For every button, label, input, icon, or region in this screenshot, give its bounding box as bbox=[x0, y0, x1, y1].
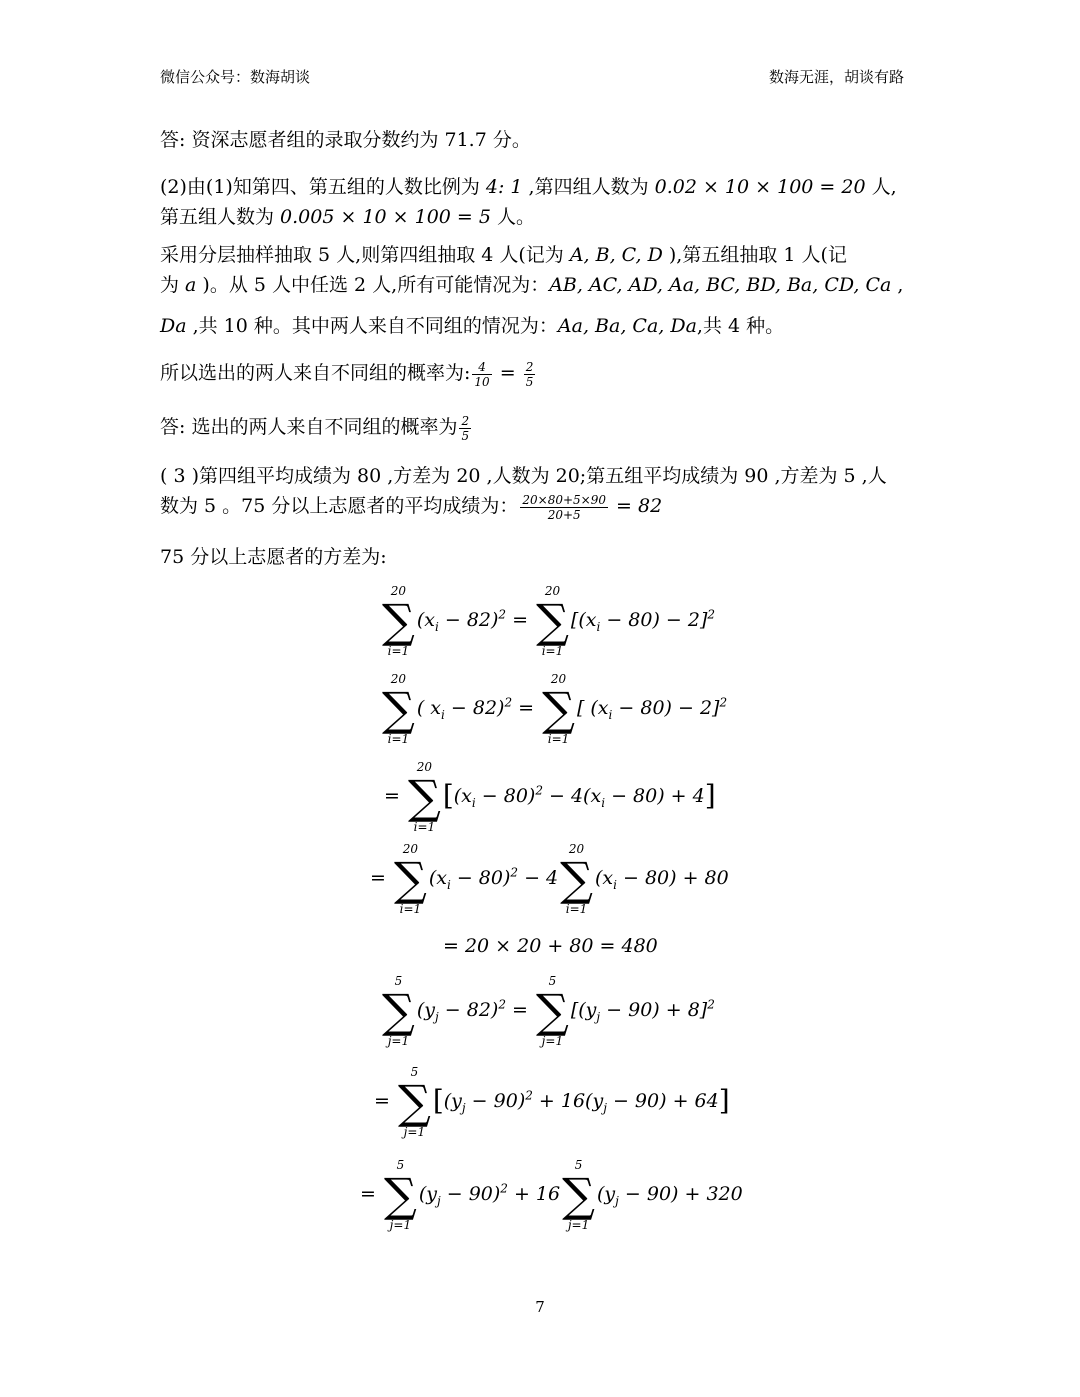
term: (y bbox=[596, 1183, 616, 1205]
pair-list: AB, AC, AD, Aa, BC, BD, Ba, CD, Ca bbox=[549, 274, 892, 296]
answer-1 bbox=[160, 125, 940, 155]
sup: 2 bbox=[535, 783, 543, 798]
term: − 80) + 4 bbox=[605, 785, 705, 807]
sigma: ∑ bbox=[536, 594, 569, 648]
equals: = bbox=[384, 785, 406, 807]
text: 人, bbox=[865, 176, 897, 198]
denominator: 5 bbox=[461, 428, 470, 443]
equation-1 bbox=[380, 584, 715, 658]
summation bbox=[562, 1158, 595, 1232]
sub: j bbox=[435, 1009, 439, 1024]
lower-limit: j=1 bbox=[403, 1125, 426, 1139]
equation-6 bbox=[380, 974, 715, 1048]
denominator: 10 bbox=[474, 374, 490, 389]
equation-8 bbox=[360, 1158, 743, 1232]
calc-group4: 0.02 × 10 × 100 = 20 bbox=[654, 176, 866, 198]
sub: i bbox=[601, 795, 606, 810]
sub: i bbox=[471, 795, 476, 810]
text: ),第五组抽取 1 人(记 bbox=[662, 244, 847, 266]
text: (2)由(1)知第四、第五组的人数比例为 bbox=[160, 176, 486, 198]
summation bbox=[542, 672, 575, 746]
upper-limit: 5 bbox=[410, 1065, 419, 1079]
summation bbox=[382, 584, 415, 658]
summation bbox=[382, 672, 415, 746]
term: − 82) bbox=[438, 999, 499, 1021]
equals: = bbox=[374, 1090, 396, 1112]
term: (x bbox=[416, 609, 435, 631]
numerator: 2 bbox=[525, 359, 534, 374]
term: [(x bbox=[570, 609, 597, 631]
upper-limit: 20 bbox=[390, 584, 407, 598]
answer-2 bbox=[160, 412, 940, 443]
term: − 90) + 64 bbox=[606, 1090, 719, 1112]
term: − 90) bbox=[440, 1183, 501, 1205]
upper-limit: 20 bbox=[416, 760, 433, 774]
summation bbox=[382, 974, 415, 1048]
sigma: ∑ bbox=[535, 984, 569, 1038]
summation bbox=[536, 974, 569, 1048]
part-2-paragraph bbox=[160, 172, 940, 232]
answer-1-text: 答: 资深志愿者组的录取分数约为 71.7 分。 bbox=[160, 129, 531, 151]
numerator: 4 bbox=[472, 360, 491, 375]
sigma: ∑ bbox=[542, 682, 575, 736]
sup: 2 bbox=[719, 695, 728, 710]
term: − 80) + 80 bbox=[616, 867, 729, 889]
text: , bbox=[891, 274, 904, 296]
lower-limit: i=1 bbox=[547, 732, 570, 746]
fraction-2-5 bbox=[524, 360, 536, 389]
bracket-close: ] bbox=[718, 1084, 730, 1117]
sub: j bbox=[436, 1193, 441, 1208]
sigma: ∑ bbox=[382, 594, 415, 648]
term: − 82) bbox=[444, 697, 505, 719]
lower-limit: j=1 bbox=[567, 1218, 590, 1232]
term: − 80) bbox=[475, 785, 536, 807]
upper-limit: 20 bbox=[390, 672, 407, 686]
equation-2 bbox=[380, 672, 727, 746]
sigma: ∑ bbox=[562, 1168, 595, 1222]
lower-limit: i=1 bbox=[399, 902, 422, 916]
term: [(y bbox=[570, 999, 597, 1021]
equation-5 bbox=[443, 935, 658, 957]
sigma: ∑ bbox=[382, 682, 415, 736]
term: − 80) bbox=[450, 867, 511, 889]
variance-intro bbox=[160, 542, 940, 572]
sigma: ∑ bbox=[393, 852, 427, 906]
text: 采用分层抽样抽取 5 人,则第四组抽取 4 人(记为 bbox=[160, 244, 570, 266]
term: − 4 bbox=[518, 867, 559, 889]
sub: i bbox=[441, 707, 445, 722]
sup: 2 bbox=[504, 695, 513, 710]
term: (x bbox=[594, 867, 614, 889]
sub: j bbox=[615, 1193, 619, 1208]
lower-limit: i=1 bbox=[413, 820, 436, 834]
denominator: 5 bbox=[525, 374, 534, 389]
text: 人。 bbox=[490, 206, 536, 228]
fraction-4-10 bbox=[472, 360, 491, 389]
text: 第五组人数为 bbox=[160, 206, 281, 228]
fraction-2-5 bbox=[459, 414, 471, 443]
part-3-paragraph bbox=[160, 461, 940, 522]
set-abcd: A, B, C, D bbox=[569, 244, 663, 266]
term: (x bbox=[453, 785, 472, 807]
sub: j bbox=[596, 1009, 601, 1024]
term: + 16(y bbox=[532, 1090, 604, 1112]
page-number: 7 bbox=[535, 1298, 545, 1316]
equation-3 bbox=[384, 760, 716, 834]
upper-limit: 5 bbox=[574, 1158, 583, 1172]
diff-group-list: Aa, Ba, Ca, Da bbox=[557, 315, 697, 337]
term: − 90) + 320 bbox=[618, 1183, 743, 1205]
ratio: 4: 1 bbox=[485, 176, 523, 198]
term: − 80) − 2] bbox=[612, 697, 720, 719]
summation bbox=[560, 842, 593, 916]
sigma: ∑ bbox=[382, 984, 415, 1038]
term: (y bbox=[443, 1090, 462, 1112]
lower-limit: j=1 bbox=[387, 1034, 410, 1048]
text: ,共 4 种。 bbox=[696, 315, 785, 337]
term: ( x bbox=[416, 697, 442, 719]
text: ,共 10 种。其中两人来自不同组的情况为： bbox=[186, 315, 558, 337]
sup: 2 bbox=[707, 997, 715, 1012]
lower-limit: i=1 bbox=[387, 732, 410, 746]
text: )。从 5 人中任选 2 人,所有可能情况为： bbox=[196, 274, 550, 296]
text: ( 3 )第四组平均成绩为 80 ,方差为 20 ,人数为 20;第五组平均成绩为 90 ,方差为 5 ,人 bbox=[160, 465, 887, 487]
term: + 16 bbox=[507, 1183, 561, 1205]
text: 所以选出的两人来自不同组的概率为: bbox=[160, 362, 471, 384]
sub: i bbox=[613, 877, 617, 892]
summation bbox=[408, 760, 441, 834]
sigma: ∑ bbox=[407, 770, 441, 824]
sup: 2 bbox=[500, 1181, 508, 1196]
term: − 82) bbox=[438, 609, 499, 631]
term: − 90) + 8] bbox=[600, 999, 708, 1021]
sub: i bbox=[434, 619, 439, 634]
term: − 90) bbox=[465, 1090, 526, 1112]
text: 数为 5 。75 分以上志愿者的平均成绩为： bbox=[160, 495, 519, 517]
count-paragraph bbox=[160, 311, 940, 341]
sub: j bbox=[603, 1100, 607, 1115]
upper-limit: 5 bbox=[396, 1158, 405, 1172]
lower-limit: i=1 bbox=[541, 644, 564, 658]
lower-limit: j=1 bbox=[541, 1034, 564, 1048]
mean-fraction bbox=[520, 493, 608, 522]
sub: j bbox=[461, 1100, 466, 1115]
mean-result: = 82 bbox=[610, 495, 663, 517]
term: (y bbox=[416, 999, 435, 1021]
denominator: 20+5 bbox=[547, 507, 581, 522]
numerator: 2 bbox=[461, 413, 470, 428]
header-right: 数海无涯，胡谈有路 bbox=[768, 68, 904, 86]
sup: 2 bbox=[525, 1088, 533, 1103]
upper-limit: 5 bbox=[548, 974, 557, 988]
equals: = bbox=[505, 999, 534, 1021]
bracket-open: [ bbox=[432, 1084, 444, 1117]
sub: i bbox=[596, 619, 601, 634]
probability-paragraph bbox=[160, 358, 940, 389]
summation bbox=[536, 584, 569, 658]
var-da: Da bbox=[160, 315, 187, 337]
text: 答: 选出的两人来自不同组的概率为 bbox=[160, 416, 458, 438]
sup: 2 bbox=[707, 607, 716, 622]
equals: = bbox=[512, 697, 541, 719]
summation bbox=[394, 842, 427, 916]
term: [ (x bbox=[576, 697, 609, 719]
sup: 2 bbox=[498, 607, 507, 622]
equals: = bbox=[506, 609, 535, 631]
variance-intro-text: 75 分以上志愿者的方差为: bbox=[160, 546, 387, 568]
sigma: ∑ bbox=[383, 1168, 417, 1222]
equation-5-text: = 20 × 20 + 80 = 480 bbox=[443, 935, 658, 957]
term: (x bbox=[428, 867, 447, 889]
sup: 2 bbox=[510, 865, 519, 880]
summation bbox=[384, 1158, 417, 1232]
text: 为 bbox=[160, 274, 186, 296]
equals: = bbox=[493, 362, 522, 384]
var-a: a bbox=[185, 274, 197, 296]
bracket-open: [ bbox=[442, 779, 454, 812]
lower-limit: i=1 bbox=[565, 902, 588, 916]
sub: i bbox=[446, 877, 451, 892]
header-left: 微信公众号：数海胡谈 bbox=[160, 68, 311, 86]
equals: = bbox=[370, 867, 392, 889]
numerator: 20×80+5×90 bbox=[522, 492, 606, 507]
sigma: ∑ bbox=[397, 1075, 431, 1129]
bracket-close: ] bbox=[704, 779, 716, 812]
equation-7 bbox=[374, 1065, 730, 1139]
sub: i bbox=[608, 707, 613, 722]
term: − 4(x bbox=[542, 785, 602, 807]
lower-limit: j=1 bbox=[389, 1218, 412, 1232]
sampling-paragraph bbox=[160, 240, 940, 300]
calc-group5: 0.005 × 10 × 100 = 5 bbox=[280, 206, 491, 228]
text: ,第四组人数为 bbox=[522, 176, 655, 198]
upper-limit: 20 bbox=[544, 584, 561, 598]
sigma: ∑ bbox=[560, 852, 593, 906]
term: (y bbox=[418, 1183, 437, 1205]
equals: = bbox=[360, 1183, 382, 1205]
lower-limit: i=1 bbox=[387, 644, 410, 658]
term: − 80) − 2] bbox=[600, 609, 708, 631]
equation-4 bbox=[370, 842, 729, 916]
upper-limit: 5 bbox=[394, 974, 403, 988]
upper-limit: 20 bbox=[550, 672, 567, 686]
sup: 2 bbox=[498, 997, 506, 1012]
upper-limit: 20 bbox=[402, 842, 419, 856]
summation bbox=[398, 1065, 431, 1139]
upper-limit: 20 bbox=[568, 842, 585, 856]
